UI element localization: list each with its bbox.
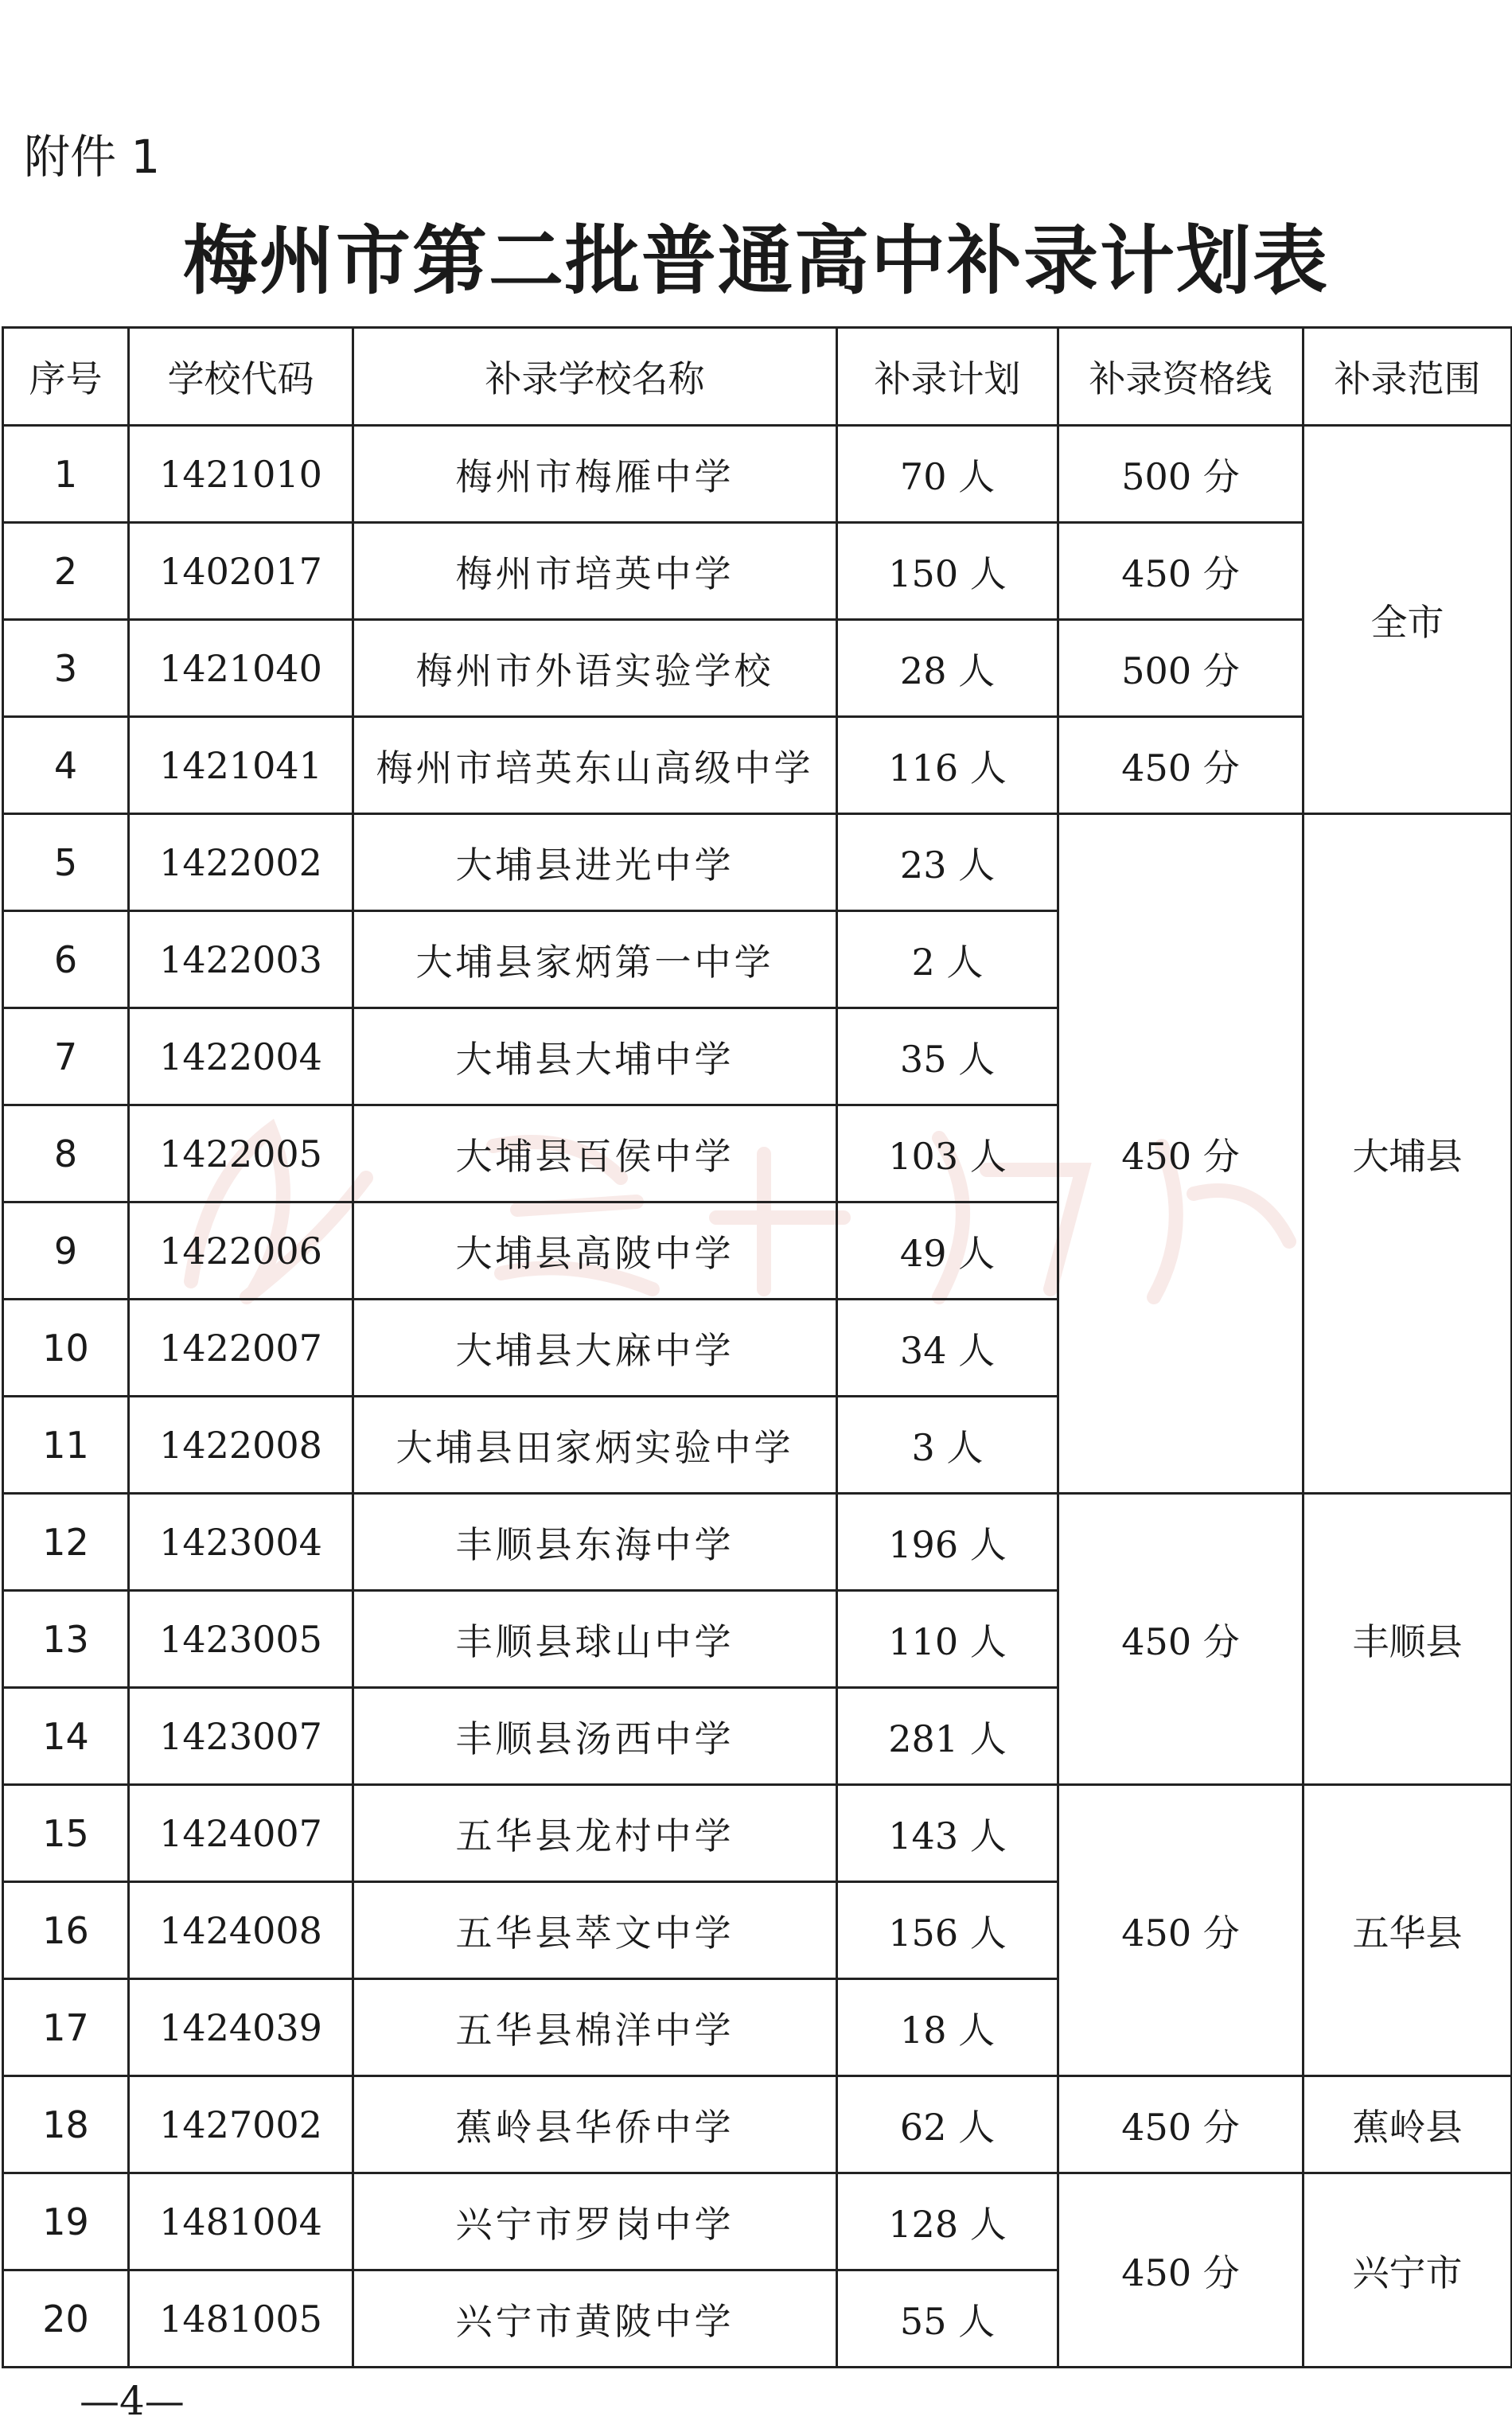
cell-school-code: 1421010 xyxy=(129,426,353,523)
cell-plan: 103 人 xyxy=(837,1105,1058,1202)
table-row xyxy=(3,426,1512,523)
cell-plan: 28 人 xyxy=(837,620,1058,717)
cell-seq: 20 xyxy=(3,2270,129,2368)
cell-school-code: 1422008 xyxy=(129,1397,353,1494)
cell-school-name: 五华县萃文中学 xyxy=(353,1882,837,1979)
cell-seq: 13 xyxy=(3,1591,129,1688)
cell-plan: 196 人 xyxy=(837,1494,1058,1591)
cell-seq: 19 xyxy=(3,2173,129,2270)
cell-qualification-line: 450 分 xyxy=(1058,2076,1304,2173)
cell-school-name: 兴宁市罗岗中学 xyxy=(353,2173,837,2270)
cell-plan: 35 人 xyxy=(837,1008,1058,1105)
cell-school-name: 梅州市外语实验学校 xyxy=(353,620,837,717)
cell-seq: 1 xyxy=(3,426,129,523)
cell-school-code: 1422002 xyxy=(129,814,353,911)
cell-qualification-line: 450 分 xyxy=(1058,523,1304,620)
cell-seq: 12 xyxy=(3,1494,129,1591)
cell-plan: 23 人 xyxy=(837,814,1058,911)
cell-plan: 18 人 xyxy=(837,1979,1058,2076)
cell-seq: 4 xyxy=(3,717,129,814)
cell-plan: 70 人 xyxy=(837,426,1058,523)
cell-seq: 6 xyxy=(3,911,129,1008)
cell-school-name: 大埔县高陂中学 xyxy=(353,1202,837,1300)
cell-scope: 全市 xyxy=(1304,426,1512,814)
cell-plan: 128 人 xyxy=(837,2173,1058,2270)
cell-seq: 16 xyxy=(3,1882,129,1979)
cell-school-name: 丰顺县汤西中学 xyxy=(353,1688,837,1785)
cell-school-code: 1424039 xyxy=(129,1979,353,2076)
cell-school-name: 梅州市培英中学 xyxy=(353,523,837,620)
cell-school-name: 丰顺县东海中学 xyxy=(353,1494,837,1591)
cell-school-code: 1481005 xyxy=(129,2270,353,2368)
cell-school-code: 1422007 xyxy=(129,1300,353,1397)
table-row xyxy=(3,814,1512,911)
table-row xyxy=(3,717,1512,814)
cell-plan: 156 人 xyxy=(837,1882,1058,1979)
cell-school-name: 大埔县大埔中学 xyxy=(353,1008,837,1105)
table-row xyxy=(3,2173,1512,2270)
table-row xyxy=(3,2076,1512,2173)
cell-seq: 2 xyxy=(3,523,129,620)
cell-school-code: 1424008 xyxy=(129,1882,353,1979)
cell-seq: 14 xyxy=(3,1688,129,1785)
cell-school-code: 1422006 xyxy=(129,1202,353,1300)
cell-school-name: 兴宁市黄陂中学 xyxy=(353,2270,837,2368)
cell-school-name: 大埔县百侯中学 xyxy=(353,1105,837,1202)
cell-seq: 17 xyxy=(3,1979,129,2076)
cell-seq: 8 xyxy=(3,1105,129,1202)
table-row xyxy=(3,1494,1512,1591)
cell-plan: 2 人 xyxy=(837,911,1058,1008)
cell-school-code: 1481004 xyxy=(129,2173,353,2270)
header-seq: 序号 xyxy=(3,328,129,426)
cell-qualification-line: 450 分 xyxy=(1058,717,1304,814)
header-school-code: 学校代码 xyxy=(129,328,353,426)
cell-plan: 143 人 xyxy=(837,1785,1058,1882)
cell-plan: 110 人 xyxy=(837,1591,1058,1688)
header-qualification-line: 补录资格线 xyxy=(1058,328,1304,426)
cell-school-code: 1424007 xyxy=(129,1785,353,1882)
attachment-label: 附件 1 xyxy=(24,130,161,184)
table-row xyxy=(3,620,1512,717)
cell-scope: 大埔县 xyxy=(1304,814,1512,1494)
cell-scope: 丰顺县 xyxy=(1304,1494,1512,1785)
cell-plan: 34 人 xyxy=(837,1300,1058,1397)
cell-school-code: 1427002 xyxy=(129,2076,353,2173)
cell-qualification-line: 450 分 xyxy=(1058,1494,1304,1785)
cell-school-name: 丰顺县球山中学 xyxy=(353,1591,837,1688)
table-header-row xyxy=(3,328,1512,426)
cell-school-name: 梅州市梅雁中学 xyxy=(353,426,837,523)
cell-qualification-line: 450 分 xyxy=(1058,1785,1304,2076)
cell-plan: 3 人 xyxy=(837,1397,1058,1494)
header-school-name: 补录学校名称 xyxy=(353,328,837,426)
cell-school-name: 五华县棉洋中学 xyxy=(353,1979,837,2076)
cell-school-code: 1423007 xyxy=(129,1688,353,1785)
cell-school-name: 蕉岭县华侨中学 xyxy=(353,2076,837,2173)
cell-school-code: 1422004 xyxy=(129,1008,353,1105)
cell-school-code: 1421040 xyxy=(129,620,353,717)
cell-school-name: 梅州市培英东山高级中学 xyxy=(353,717,837,814)
enrollment-plan-table xyxy=(2,326,1512,2368)
header-plan: 补录计划 xyxy=(837,328,1058,426)
cell-school-code: 1402017 xyxy=(129,523,353,620)
cell-qualification-line: 500 分 xyxy=(1058,426,1304,523)
cell-seq: 5 xyxy=(3,814,129,911)
cell-seq: 10 xyxy=(3,1300,129,1397)
cell-scope: 蕉岭县 xyxy=(1304,2076,1512,2173)
cell-seq: 3 xyxy=(3,620,129,717)
cell-seq: 18 xyxy=(3,2076,129,2173)
cell-qualification-line: 500 分 xyxy=(1058,620,1304,717)
cell-plan: 116 人 xyxy=(837,717,1058,814)
cell-plan: 49 人 xyxy=(837,1202,1058,1300)
cell-school-code: 1422003 xyxy=(129,911,353,1008)
cell-plan: 150 人 xyxy=(837,523,1058,620)
cell-school-name: 大埔县大麻中学 xyxy=(353,1300,837,1397)
cell-school-name: 大埔县进光中学 xyxy=(353,814,837,911)
page-number: —4— xyxy=(80,2378,185,2424)
cell-scope: 五华县 xyxy=(1304,1785,1512,2076)
cell-scope: 兴宁市 xyxy=(1304,2173,1512,2368)
cell-plan: 55 人 xyxy=(837,2270,1058,2368)
page-title: 梅州市第二批普通高中补录计划表 xyxy=(182,217,1329,305)
cell-qualification-line: 450 分 xyxy=(1058,814,1304,1494)
cell-school-code: 1423005 xyxy=(129,1591,353,1688)
cell-qualification-line: 450 分 xyxy=(1058,2173,1304,2368)
cell-school-code: 1421041 xyxy=(129,717,353,814)
cell-school-name: 五华县龙村中学 xyxy=(353,1785,837,1882)
cell-school-name: 大埔县田家炳实验中学 xyxy=(353,1397,837,1494)
cell-school-name: 大埔县家炳第一中学 xyxy=(353,911,837,1008)
cell-plan: 62 人 xyxy=(837,2076,1058,2173)
table-row xyxy=(3,1785,1512,1882)
cell-seq: 7 xyxy=(3,1008,129,1105)
cell-school-code: 1423004 xyxy=(129,1494,353,1591)
cell-seq: 11 xyxy=(3,1397,129,1494)
cell-plan: 281 人 xyxy=(837,1688,1058,1785)
cell-seq: 9 xyxy=(3,1202,129,1300)
header-scope: 补录范围 xyxy=(1304,328,1512,426)
cell-school-code: 1422005 xyxy=(129,1105,353,1202)
cell-seq: 15 xyxy=(3,1785,129,1882)
table-row xyxy=(3,523,1512,620)
